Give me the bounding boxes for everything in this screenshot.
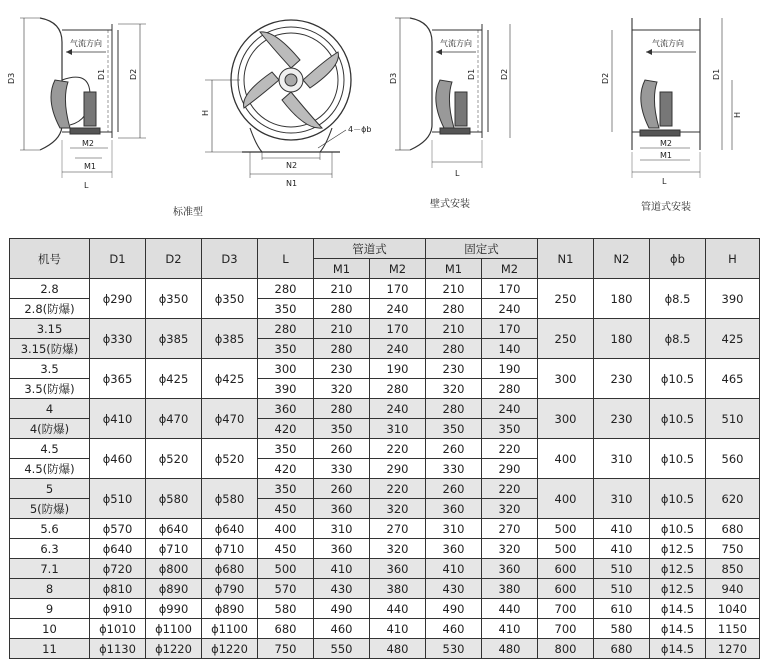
cell-l: 350	[258, 479, 314, 499]
dim-l: L	[662, 177, 667, 186]
table-row	[10, 599, 760, 619]
header-l: L	[258, 239, 314, 279]
dim-d1: D1	[467, 68, 476, 80]
table-row	[10, 539, 760, 559]
cell-duct-m1: 550	[314, 639, 370, 659]
cell-duct-m1: 210	[314, 319, 370, 339]
cell-fixed-m2: 220	[482, 479, 538, 499]
spec-table	[9, 238, 760, 659]
cell-h: 560	[706, 439, 760, 479]
cell-duct-m2: 290	[370, 459, 426, 479]
cell-fixed-m2: 270	[482, 519, 538, 539]
dim-d3: D3	[7, 72, 16, 84]
cell-phi-b: ϕ14.5	[650, 599, 706, 619]
cell-n1: 800	[538, 639, 594, 659]
cell-fixed-m2: 480	[482, 639, 538, 659]
cell-phi-b: ϕ10.5	[650, 359, 706, 399]
cell-duct-m1: 260	[314, 479, 370, 499]
cell-n1: 500	[538, 539, 594, 559]
header-h: H	[706, 239, 760, 279]
cell-duct-m2: 270	[370, 519, 426, 539]
cell-duct-m2: 240	[370, 399, 426, 419]
cell-duct-m1: 280	[314, 299, 370, 319]
cell-duct-m1: 280	[314, 399, 370, 419]
cell-d3: ϕ640	[202, 519, 258, 539]
table-row	[10, 439, 760, 459]
dim-d2: D2	[601, 72, 610, 84]
table-row	[10, 359, 760, 379]
header-duct-m2: M2	[370, 259, 426, 279]
cell-l: 400	[258, 519, 314, 539]
header-d2: D2	[146, 239, 202, 279]
cell-fixed-m1: 320	[426, 379, 482, 399]
cell-n2: 410	[594, 519, 650, 539]
cell-phi-b: ϕ12.5	[650, 579, 706, 599]
cell-h: 425	[706, 319, 760, 359]
cell-d3: ϕ680	[202, 559, 258, 579]
cell-d3: ϕ520	[202, 439, 258, 479]
cell-n2: 580	[594, 619, 650, 639]
cell-fixed-m1: 530	[426, 639, 482, 659]
cell-n1: 600	[538, 579, 594, 599]
cell-n1: 700	[538, 599, 594, 619]
cell-fixed-m2: 360	[482, 559, 538, 579]
cell-l: 450	[258, 539, 314, 559]
cell-model: 3.15(防爆)	[10, 339, 90, 359]
cell-d2: ϕ640	[146, 519, 202, 539]
dim-d1: D1	[712, 68, 721, 80]
cell-fixed-m1: 210	[426, 319, 482, 339]
cell-model: 5	[10, 479, 90, 499]
cell-d2: ϕ1220	[146, 639, 202, 659]
header-phi-b: ϕb	[650, 239, 706, 279]
dim-l: L	[455, 169, 460, 178]
cell-l: 580	[258, 599, 314, 619]
header-duct-type: 管道式	[314, 239, 426, 259]
cell-d3: ϕ470	[202, 399, 258, 439]
cell-duct-m1: 320	[314, 379, 370, 399]
header-model: 机号	[10, 239, 90, 279]
cell-fixed-m2: 410	[482, 619, 538, 639]
cell-d3: ϕ580	[202, 479, 258, 519]
cell-duct-m2: 480	[370, 639, 426, 659]
cell-phi-b: ϕ10.5	[650, 479, 706, 519]
cell-n1: 400	[538, 439, 594, 479]
cell-fixed-m2: 170	[482, 279, 538, 299]
cell-fixed-m2: 350	[482, 419, 538, 439]
cell-l: 280	[258, 279, 314, 299]
cell-d2: ϕ580	[146, 479, 202, 519]
cell-n1: 600	[538, 559, 594, 579]
cell-fixed-m1: 410	[426, 559, 482, 579]
cell-h: 850	[706, 559, 760, 579]
header-fixed-type: 固定式	[426, 239, 538, 259]
cell-n2: 610	[594, 599, 650, 619]
cell-model: 5(防爆)	[10, 499, 90, 519]
cell-model: 3.5	[10, 359, 90, 379]
cell-duct-m2: 320	[370, 499, 426, 519]
airflow-label: 气流方向	[652, 39, 684, 48]
cell-duct-m2: 440	[370, 599, 426, 619]
cell-d3: ϕ425	[202, 359, 258, 399]
cell-d1: ϕ640	[90, 539, 146, 559]
cell-duct-m1: 230	[314, 359, 370, 379]
cell-model: 8	[10, 579, 90, 599]
cell-n2: 180	[594, 279, 650, 319]
cell-model: 9	[10, 599, 90, 619]
cell-h: 1150	[706, 619, 760, 639]
cell-n2: 230	[594, 399, 650, 439]
cell-duct-m2: 170	[370, 279, 426, 299]
cell-model: 6.3	[10, 539, 90, 559]
cell-d1: ϕ810	[90, 579, 146, 599]
header-d1: D1	[90, 239, 146, 279]
dim-d1: D1	[97, 68, 106, 80]
cell-fixed-m2: 320	[482, 499, 538, 519]
cell-l: 360	[258, 399, 314, 419]
cell-fixed-m2: 320	[482, 539, 538, 559]
dim-h: H	[733, 111, 742, 118]
cell-duct-m2: 240	[370, 339, 426, 359]
cell-duct-m1: 430	[314, 579, 370, 599]
cell-d1: ϕ410	[90, 399, 146, 439]
cell-l: 570	[258, 579, 314, 599]
cell-n2: 410	[594, 539, 650, 559]
cell-duct-m1: 410	[314, 559, 370, 579]
cell-h: 1040	[706, 599, 760, 619]
cell-duct-m1: 360	[314, 539, 370, 559]
cell-fixed-m2: 290	[482, 459, 538, 479]
header-fixed-m2: M2	[482, 259, 538, 279]
cell-d2: ϕ425	[146, 359, 202, 399]
cell-d3: ϕ1100	[202, 619, 258, 639]
table-row	[10, 559, 760, 579]
cell-h: 1270	[706, 639, 760, 659]
cell-duct-m1: 280	[314, 339, 370, 359]
cell-duct-m1: 350	[314, 419, 370, 439]
cell-d3: ϕ710	[202, 539, 258, 559]
cell-n2: 510	[594, 579, 650, 599]
cell-n1: 250	[538, 319, 594, 359]
cell-fixed-m2: 280	[482, 379, 538, 399]
cell-n2: 310	[594, 479, 650, 519]
cell-duct-m2: 320	[370, 539, 426, 559]
cell-duct-m1: 360	[314, 499, 370, 519]
header-duct-m1: M1	[314, 259, 370, 279]
cell-fixed-m2: 140	[482, 339, 538, 359]
cell-duct-m1: 460	[314, 619, 370, 639]
cell-fixed-m1: 230	[426, 359, 482, 379]
cell-d3: ϕ790	[202, 579, 258, 599]
cell-phi-b: ϕ8.5	[650, 279, 706, 319]
cell-fixed-m2: 190	[482, 359, 538, 379]
dim-phi-b: 4－ϕb	[348, 125, 372, 134]
dim-d3: D3	[389, 72, 398, 84]
cell-l: 350	[258, 339, 314, 359]
airflow-label: 气流方向	[440, 39, 472, 48]
cell-model: 11	[10, 639, 90, 659]
cell-fixed-m2: 170	[482, 319, 538, 339]
cell-n1: 300	[538, 399, 594, 439]
cell-d1: ϕ510	[90, 479, 146, 519]
table-row	[10, 399, 760, 419]
cell-fixed-m2: 240	[482, 299, 538, 319]
cell-n2: 310	[594, 439, 650, 479]
cell-model: 2.8(防爆)	[10, 299, 90, 319]
table-row	[10, 639, 760, 659]
cell-duct-m2: 220	[370, 479, 426, 499]
dim-n1: N1	[286, 179, 298, 188]
cell-h: 750	[706, 539, 760, 559]
cell-duct-m2: 410	[370, 619, 426, 639]
cell-duct-m1: 260	[314, 439, 370, 459]
dim-m2: M2	[82, 139, 94, 148]
cell-d2: ϕ800	[146, 559, 202, 579]
cell-n2: 510	[594, 559, 650, 579]
table-row	[10, 279, 760, 299]
cell-l: 500	[258, 559, 314, 579]
cell-duct-m2: 170	[370, 319, 426, 339]
cell-h: 680	[706, 519, 760, 539]
cell-model: 5.6	[10, 519, 90, 539]
cell-d1: ϕ460	[90, 439, 146, 479]
cell-h: 465	[706, 359, 760, 399]
cell-fixed-m1: 460	[426, 619, 482, 639]
cell-phi-b: ϕ12.5	[650, 559, 706, 579]
cell-duct-m1: 210	[314, 279, 370, 299]
cell-h: 390	[706, 279, 760, 319]
cell-d2: ϕ385	[146, 319, 202, 359]
cell-duct-m2: 380	[370, 579, 426, 599]
dim-m1: M1	[84, 162, 96, 171]
cell-fixed-m2: 380	[482, 579, 538, 599]
cell-l: 420	[258, 459, 314, 479]
cell-d3: ϕ890	[202, 599, 258, 619]
cell-h: 510	[706, 399, 760, 439]
spec-table-body	[10, 279, 760, 659]
cell-d3: ϕ350	[202, 279, 258, 319]
cell-fixed-m1: 360	[426, 499, 482, 519]
cell-n1: 250	[538, 279, 594, 319]
dim-m1: M1	[660, 151, 672, 160]
cell-fixed-m1: 280	[426, 399, 482, 419]
cell-l: 280	[258, 319, 314, 339]
cell-d2: ϕ890	[146, 579, 202, 599]
cell-duct-m1: 490	[314, 599, 370, 619]
table-row	[10, 319, 760, 339]
cell-duct-m2: 310	[370, 419, 426, 439]
dim-m2: M2	[660, 139, 672, 148]
cell-d1: ϕ365	[90, 359, 146, 399]
cell-phi-b: ϕ14.5	[650, 639, 706, 659]
cell-model: 3.5(防爆)	[10, 379, 90, 399]
cell-l: 300	[258, 359, 314, 379]
cell-d2: ϕ710	[146, 539, 202, 559]
cell-n2: 680	[594, 639, 650, 659]
cell-fixed-m2: 440	[482, 599, 538, 619]
cell-phi-b: ϕ10.5	[650, 519, 706, 539]
cell-d3: ϕ385	[202, 319, 258, 359]
cell-phi-b: ϕ14.5	[650, 619, 706, 639]
cell-l: 350	[258, 439, 314, 459]
cell-fixed-m2: 240	[482, 399, 538, 419]
cell-fixed-m1: 280	[426, 299, 482, 319]
cell-l: 450	[258, 499, 314, 519]
table-row	[10, 479, 760, 499]
dim-l: L	[84, 181, 89, 190]
cell-fixed-m1: 310	[426, 519, 482, 539]
cell-d2: ϕ1100	[146, 619, 202, 639]
cell-h: 940	[706, 579, 760, 599]
cell-duct-m2: 280	[370, 379, 426, 399]
cell-fixed-m2: 220	[482, 439, 538, 459]
cell-n2: 180	[594, 319, 650, 359]
cell-duct-m2: 190	[370, 359, 426, 379]
caption-duct-mount: 管道式安装	[641, 202, 691, 213]
drawings-area	[0, 0, 765, 225]
cell-phi-b: ϕ10.5	[650, 439, 706, 479]
cell-l: 390	[258, 379, 314, 399]
cell-fixed-m1: 210	[426, 279, 482, 299]
cell-h: 620	[706, 479, 760, 519]
cell-l: 350	[258, 299, 314, 319]
cell-d1: ϕ720	[90, 559, 146, 579]
cell-n1: 500	[538, 519, 594, 539]
cell-n1: 700	[538, 619, 594, 639]
cell-phi-b: ϕ12.5	[650, 539, 706, 559]
cell-d1: ϕ290	[90, 279, 146, 319]
cell-model: 4(防爆)	[10, 419, 90, 439]
cell-duct-m2: 240	[370, 299, 426, 319]
cell-l: 750	[258, 639, 314, 659]
cell-fixed-m1: 280	[426, 339, 482, 359]
cell-phi-b: ϕ8.5	[650, 319, 706, 359]
header-n1: N1	[538, 239, 594, 279]
header-d3: D3	[202, 239, 258, 279]
cell-duct-m1: 330	[314, 459, 370, 479]
cell-d2: ϕ350	[146, 279, 202, 319]
cell-model: 4.5	[10, 439, 90, 459]
cell-n1: 400	[538, 479, 594, 519]
cell-d2: ϕ990	[146, 599, 202, 619]
cell-fixed-m1: 490	[426, 599, 482, 619]
cell-model: 4	[10, 399, 90, 419]
cell-d1: ϕ910	[90, 599, 146, 619]
cell-duct-m1: 310	[314, 519, 370, 539]
cell-n2: 230	[594, 359, 650, 399]
cell-fixed-m1: 430	[426, 579, 482, 599]
cell-model: 3.15	[10, 319, 90, 339]
cell-fixed-m1: 260	[426, 439, 482, 459]
cell-model: 4.5(防爆)	[10, 459, 90, 479]
table-row	[10, 619, 760, 639]
cell-d1: ϕ570	[90, 519, 146, 539]
airflow-label: 气流方向	[70, 39, 102, 48]
cell-l: 420	[258, 419, 314, 439]
cell-fixed-m1: 260	[426, 479, 482, 499]
table-row	[10, 519, 760, 539]
caption-wall-mount: 壁式安装	[430, 199, 470, 210]
cell-d1: ϕ1010	[90, 619, 146, 639]
dim-h: H	[201, 109, 210, 116]
cell-d1: ϕ1130	[90, 639, 146, 659]
cell-l: 680	[258, 619, 314, 639]
dim-n2: N2	[286, 161, 298, 170]
cell-model: 2.8	[10, 279, 90, 299]
cell-n1: 300	[538, 359, 594, 399]
cell-duct-m2: 220	[370, 439, 426, 459]
cell-fixed-m1: 330	[426, 459, 482, 479]
cell-phi-b: ϕ10.5	[650, 399, 706, 439]
cell-fixed-m1: 360	[426, 539, 482, 559]
front-view	[205, 20, 351, 178]
header-n2: N2	[594, 239, 650, 279]
cell-fixed-m1: 350	[426, 419, 482, 439]
cell-d2: ϕ470	[146, 399, 202, 439]
cell-d2: ϕ520	[146, 439, 202, 479]
table-row	[10, 579, 760, 599]
cell-model: 7.1	[10, 559, 90, 579]
caption-standard: 标准型	[173, 207, 203, 218]
cell-model: 10	[10, 619, 90, 639]
cell-duct-m2: 360	[370, 559, 426, 579]
dim-d2: D2	[500, 68, 509, 80]
header-fixed-m1: M1	[426, 259, 482, 279]
cell-d1: ϕ330	[90, 319, 146, 359]
dim-d2: D2	[129, 68, 138, 80]
cell-d3: ϕ1220	[202, 639, 258, 659]
